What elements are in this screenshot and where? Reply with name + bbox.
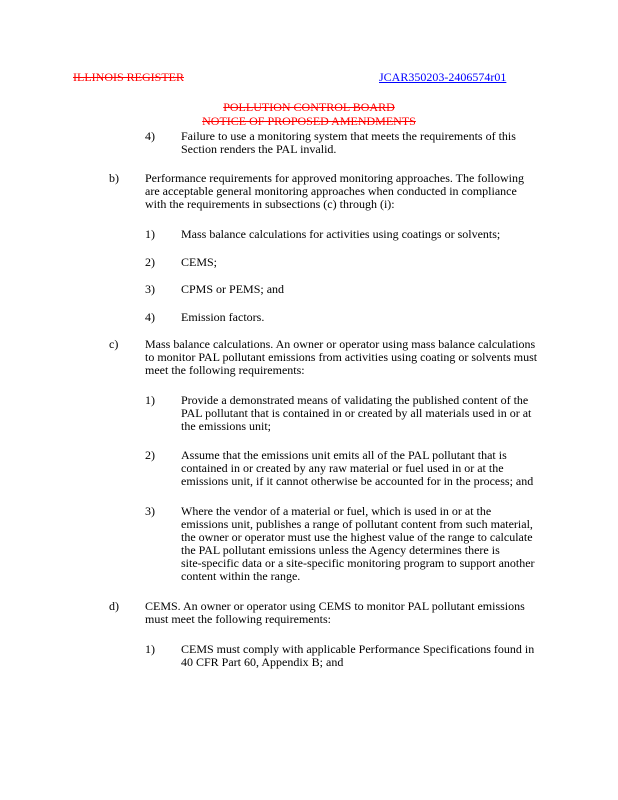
paragraph-line: Where the vendor of a material or fuel, which is used in or at the <box>181 504 492 518</box>
paragraph-line: 40 CFR Part 60, Appendix B; and <box>181 655 344 669</box>
section-number: d) <box>109 599 119 613</box>
paragraph-line: Assume that the emissions unit emits all of the PAL pollutant that is <box>181 448 507 462</box>
item-number: 4) <box>145 129 155 143</box>
jcar-reference-link[interactable]: JCAR350203-2406574r01 <box>379 70 507 84</box>
list-item: Mass balance calculations for activities using coatings or solvents; <box>181 227 501 241</box>
paragraph-line: Performance requirements for approved monitoring approaches. The following <box>145 171 524 185</box>
paragraph-line: Section renders the PAL invalid. <box>181 142 337 156</box>
item-number: 4) <box>145 310 155 324</box>
paragraph-line: contained in or created by any raw material or fuel used in or at the <box>181 461 504 475</box>
paragraph-line: CEMS. An owner or operator using CEMS to monitor PAL pollutant emissions <box>145 599 525 613</box>
item-number: 2) <box>145 255 155 269</box>
item-number: 1) <box>145 393 155 407</box>
paragraph-line: CEMS must comply with applicable Performance Specifications found in <box>181 642 535 656</box>
paragraph-line: to monitor PAL pollutant emissions from activities using coating or solvents must <box>145 350 538 364</box>
section-number: c) <box>109 337 119 351</box>
paragraph-line: emissions unit, publishes a range of pollutant content from such material, <box>181 517 533 531</box>
paragraph-line: Failure to use a monitoring system that meets the requirements of this <box>181 129 516 143</box>
paragraph-line: content within the range. <box>181 569 301 583</box>
paragraph-line: are acceptable general monitoring approaches when conducted in compliance <box>145 184 517 198</box>
paragraph-line: site-specific data or a site-specific monitoring program to support another <box>181 556 535 570</box>
section-number: b) <box>109 171 119 185</box>
list-item: CEMS; <box>181 255 218 269</box>
item-number: 2) <box>145 448 155 462</box>
item-number: 3) <box>145 282 155 296</box>
register-header: ILLINOIS REGISTER <box>73 70 184 84</box>
paragraph-line: Mass balance calculations. An owner or operator using mass balance calculations <box>145 337 536 351</box>
paragraph-line: the emissions unit; <box>181 419 271 433</box>
item-number: 1) <box>145 642 155 656</box>
paragraph-line: Provide a demonstrated means of validating the published content of the <box>181 393 529 407</box>
item-number: 1) <box>145 227 155 241</box>
paragraph-line: the owner or operator must use the highest value of the range to calculate <box>181 530 533 544</box>
paragraph-line: with the requirements in subsections (c) through (i): <box>145 197 395 211</box>
list-item: Emission factors. <box>181 310 265 324</box>
board-title: POLLUTION CONTROL BOARD <box>223 100 395 114</box>
paragraph-line: emissions unit, if it cannot otherwise be accounted for in the process; and <box>181 474 534 488</box>
paragraph-line: meet the following requirements: <box>145 363 305 377</box>
list-item: CPMS or PEMS; and <box>181 282 285 296</box>
item-number: 3) <box>145 504 155 518</box>
paragraph-line: must meet the following requirements: <box>145 612 331 626</box>
paragraph-line: PAL pollutant that is contained in or created by all materials used in or at <box>181 406 532 420</box>
notice-title: NOTICE OF PROPOSED AMENDMENTS <box>202 114 416 128</box>
paragraph-line: the PAL pollutant emissions unless the Agency determines there is <box>181 543 500 557</box>
